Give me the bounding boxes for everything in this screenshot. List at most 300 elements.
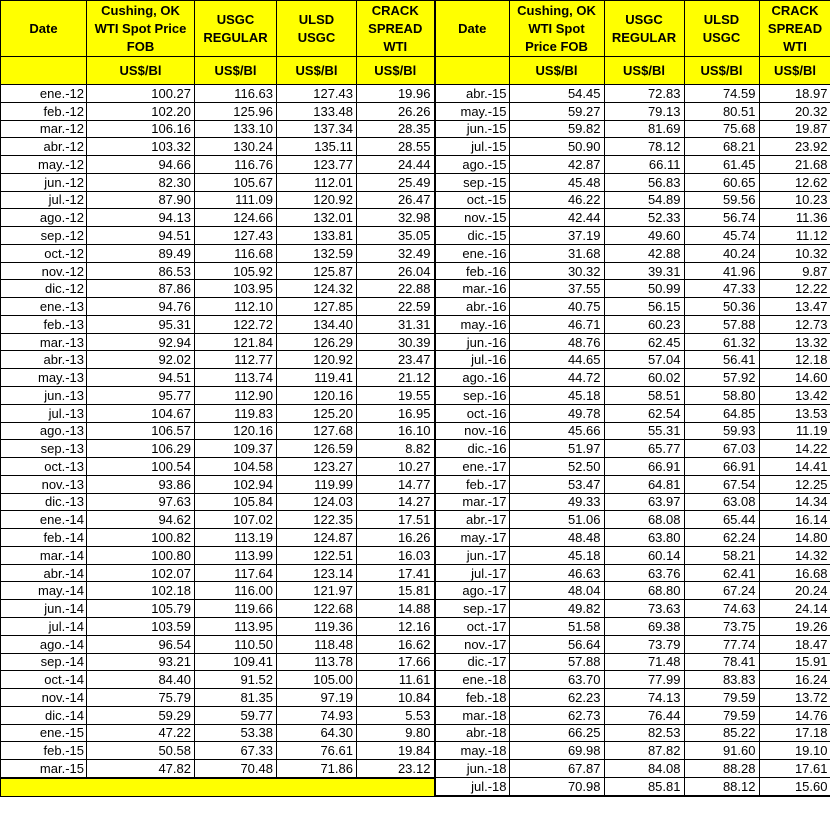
- ulsd-usgc-cell: 121.97: [277, 582, 357, 600]
- crack-spread-cell: 21.68: [759, 156, 830, 174]
- usgc-regular-cell: 105.67: [195, 173, 277, 191]
- date-cell: may.-14: [1, 582, 87, 600]
- ulsd-usgc-cell: 65.44: [684, 511, 759, 529]
- crack-spread-cell: 16.03: [357, 546, 435, 564]
- usgc-regular-cell: 105.84: [195, 493, 277, 511]
- wti-price-cell: 96.54: [87, 635, 195, 653]
- ulsd-usgc-cell: 119.36: [277, 617, 357, 635]
- date-cell: oct.-14: [1, 671, 87, 689]
- crack-spread-cell: 9.80: [357, 724, 435, 742]
- ulsd-usgc-cell: 62.41: [684, 564, 759, 582]
- date-cell: ago.-13: [1, 422, 87, 440]
- wti-price-cell: 86.53: [87, 262, 195, 280]
- table-row: [435, 244, 830, 262]
- usgc-regular-cell: 69.38: [604, 617, 684, 635]
- ulsd-usgc-cell: 74.93: [277, 706, 357, 724]
- wti-price-cell: 47.82: [87, 760, 195, 778]
- crack-spread-cell: 17.61: [759, 760, 830, 778]
- table-row: [1, 227, 435, 245]
- usgc-regular-cell: 116.00: [195, 582, 277, 600]
- crack-spread-cell: 11.61: [357, 671, 435, 689]
- table-row: [1, 564, 435, 582]
- wti-price-cell: 94.66: [87, 156, 195, 174]
- table-row: [435, 475, 830, 493]
- usgc-regular-cell: 125.96: [195, 102, 277, 120]
- date-cell: jul.-13: [1, 404, 87, 422]
- crack-spread-cell: 14.77: [357, 475, 435, 493]
- ulsd-usgc-cell: 67.03: [684, 440, 759, 458]
- table-row: [1, 387, 435, 405]
- header-crack-spread: CRACK SPREAD WTI: [357, 1, 435, 57]
- ulsd-usgc-cell: 74.63: [684, 600, 759, 618]
- table-row: [1, 138, 435, 156]
- usgc-regular-cell: 133.10: [195, 120, 277, 138]
- wti-price-cell: 100.27: [87, 85, 195, 103]
- date-cell: ene.-16: [435, 244, 509, 262]
- usgc-regular-cell: 122.72: [195, 315, 277, 333]
- table-row: [1, 209, 435, 227]
- crack-spread-cell: 16.62: [357, 635, 435, 653]
- wti-price-cell: 51.97: [509, 440, 604, 458]
- ulsd-usgc-cell: 50.36: [684, 298, 759, 316]
- date-cell: may.-16: [435, 315, 509, 333]
- table-row: [435, 422, 830, 440]
- crack-spread-cell: 20.32: [759, 102, 830, 120]
- date-cell: jul.-17: [435, 564, 509, 582]
- ulsd-usgc-cell: 79.59: [684, 689, 759, 707]
- usgc-regular-cell: 127.43: [195, 227, 277, 245]
- wti-price-cell: 106.16: [87, 120, 195, 138]
- ulsd-usgc-cell: 88.28: [684, 760, 759, 778]
- ulsd-usgc-cell: 118.48: [277, 635, 357, 653]
- ulsd-usgc-cell: 123.77: [277, 156, 357, 174]
- date-cell: jun.-14: [1, 600, 87, 618]
- table-row: [435, 600, 830, 618]
- wti-price-cell: 46.63: [509, 564, 604, 582]
- table-row: [435, 262, 830, 280]
- table-row: [435, 209, 830, 227]
- wti-price-cell: 42.44: [509, 209, 604, 227]
- wti-price-cell: 49.82: [509, 600, 604, 618]
- wti-price-cell: 45.66: [509, 422, 604, 440]
- usgc-regular-cell: 81.35: [195, 689, 277, 707]
- table-row: [1, 102, 435, 120]
- ulsd-usgc-cell: 61.32: [684, 333, 759, 351]
- table-row: [1, 404, 435, 422]
- unit-wti-price: US$/Bl: [87, 57, 195, 85]
- wti-price-cell: 59.29: [87, 706, 195, 724]
- wti-price-cell: 45.18: [509, 546, 604, 564]
- usgc-regular-cell: 112.77: [195, 351, 277, 369]
- usgc-regular-cell: 87.82: [604, 742, 684, 760]
- table-row: [435, 546, 830, 564]
- date-cell: may.-18: [435, 742, 509, 760]
- left-header-row: [1, 1, 435, 57]
- table-row: [1, 724, 435, 742]
- ulsd-usgc-cell: 122.35: [277, 511, 357, 529]
- ulsd-usgc-cell: 63.08: [684, 493, 759, 511]
- ulsd-usgc-cell: 67.24: [684, 582, 759, 600]
- ulsd-usgc-cell: 133.48: [277, 102, 357, 120]
- wti-price-cell: 45.18: [509, 387, 604, 405]
- date-cell: oct.-12: [1, 244, 87, 262]
- usgc-regular-cell: 77.99: [604, 671, 684, 689]
- usgc-regular-cell: 63.97: [604, 493, 684, 511]
- date-cell: sep.-15: [435, 173, 509, 191]
- usgc-regular-cell: 102.94: [195, 475, 277, 493]
- ulsd-usgc-cell: 47.33: [684, 280, 759, 298]
- crack-spread-cell: 21.12: [357, 369, 435, 387]
- usgc-regular-cell: 130.24: [195, 138, 277, 156]
- wti-price-cell: 89.49: [87, 244, 195, 262]
- date-cell: jun.-17: [435, 546, 509, 564]
- crack-spread-cell: 17.41: [357, 564, 435, 582]
- usgc-regular-cell: 60.14: [604, 546, 684, 564]
- date-cell: jun.-12: [1, 173, 87, 191]
- usgc-regular-cell: 76.44: [604, 706, 684, 724]
- wti-price-cell: 100.80: [87, 546, 195, 564]
- ulsd-usgc-cell: 119.41: [277, 369, 357, 387]
- table-row: [435, 617, 830, 635]
- crack-spread-cell: 18.47: [759, 635, 830, 653]
- ulsd-usgc-cell: 137.34: [277, 120, 357, 138]
- usgc-regular-cell: 50.99: [604, 280, 684, 298]
- date-cell: nov.-15: [435, 209, 509, 227]
- table-row: [435, 511, 830, 529]
- table-row: [1, 546, 435, 564]
- table-row: [1, 333, 435, 351]
- date-cell: mar.-18: [435, 706, 509, 724]
- wti-price-cell: 92.02: [87, 351, 195, 369]
- usgc-regular-cell: 109.41: [195, 653, 277, 671]
- wti-price-cell: 67.87: [509, 760, 604, 778]
- crack-spread-cell: 26.26: [357, 102, 435, 120]
- crack-spread-cell: 22.88: [357, 280, 435, 298]
- usgc-regular-cell: 55.31: [604, 422, 684, 440]
- usgc-regular-cell: 42.88: [604, 244, 684, 262]
- usgc-regular-cell: 113.95: [195, 617, 277, 635]
- wti-price-cell: 30.32: [509, 262, 604, 280]
- date-cell: abr.-12: [1, 138, 87, 156]
- ulsd-usgc-cell: 80.51: [684, 102, 759, 120]
- crack-spread-cell: 13.42: [759, 387, 830, 405]
- usgc-regular-cell: 68.80: [604, 582, 684, 600]
- date-cell: feb.-14: [1, 529, 87, 547]
- wti-price-cell: 54.45: [509, 85, 604, 103]
- ulsd-usgc-cell: 67.54: [684, 475, 759, 493]
- usgc-regular-cell: 58.51: [604, 387, 684, 405]
- ulsd-usgc-cell: 40.24: [684, 244, 759, 262]
- date-cell: oct.-17: [435, 617, 509, 635]
- crack-spread-cell: 14.80: [759, 529, 830, 547]
- wti-price-cell: 92.94: [87, 333, 195, 351]
- ulsd-usgc-cell: 85.22: [684, 724, 759, 742]
- crack-spread-cell: 15.91: [759, 653, 830, 671]
- table-row: [1, 475, 435, 493]
- table-row: [1, 440, 435, 458]
- date-cell: abr.-18: [435, 724, 509, 742]
- crack-spread-cell: 13.53: [759, 404, 830, 422]
- ulsd-usgc-cell: 127.85: [277, 298, 357, 316]
- usgc-regular-cell: 62.54: [604, 404, 684, 422]
- usgc-regular-cell: 107.02: [195, 511, 277, 529]
- date-cell: jun.-13: [1, 387, 87, 405]
- ulsd-usgc-cell: 60.65: [684, 173, 759, 191]
- header-wti-price: Cushing, OK WTI Spot Price FOB: [87, 1, 195, 57]
- date-cell: feb.-17: [435, 475, 509, 493]
- wti-price-cell: 63.70: [509, 671, 604, 689]
- ulsd-usgc-cell: 125.20: [277, 404, 357, 422]
- table-row: [435, 333, 830, 351]
- wti-price-cell: 94.51: [87, 227, 195, 245]
- usgc-regular-cell: 65.77: [604, 440, 684, 458]
- usgc-regular-cell: 105.92: [195, 262, 277, 280]
- usgc-regular-cell: 104.58: [195, 458, 277, 476]
- usgc-regular-cell: 84.08: [604, 760, 684, 778]
- ulsd-usgc-cell: 61.45: [684, 156, 759, 174]
- usgc-regular-cell: 121.84: [195, 333, 277, 351]
- usgc-regular-cell: 57.04: [604, 351, 684, 369]
- wti-price-cell: 94.76: [87, 298, 195, 316]
- wti-price-cell: 95.31: [87, 315, 195, 333]
- usgc-regular-cell: 62.45: [604, 333, 684, 351]
- date-cell: ene.-15: [1, 724, 87, 742]
- wti-price-cell: 46.22: [509, 191, 604, 209]
- date-cell: feb.-16: [435, 262, 509, 280]
- date-cell: jul.-12: [1, 191, 87, 209]
- date-cell: dic.-14: [1, 706, 87, 724]
- table-row: [1, 298, 435, 316]
- wti-price-cell: 59.82: [509, 120, 604, 138]
- ulsd-usgc-cell: 64.85: [684, 404, 759, 422]
- table-row: [1, 529, 435, 547]
- date-cell: oct.-16: [435, 404, 509, 422]
- ulsd-usgc-cell: 132.59: [277, 244, 357, 262]
- date-cell: ene.-17: [435, 458, 509, 476]
- date-cell: jun.-18: [435, 760, 509, 778]
- date-cell: oct.-15: [435, 191, 509, 209]
- ulsd-usgc-cell: 120.92: [277, 351, 357, 369]
- wti-price-cell: 56.64: [509, 635, 604, 653]
- right-unit-row: [435, 57, 830, 85]
- table-row: [435, 138, 830, 156]
- crack-spread-cell: 10.23: [759, 191, 830, 209]
- usgc-regular-cell: 73.79: [604, 635, 684, 653]
- table-row: [435, 315, 830, 333]
- usgc-regular-cell: 49.60: [604, 227, 684, 245]
- date-cell: feb.-18: [435, 689, 509, 707]
- crack-spread-cell: 5.53: [357, 706, 435, 724]
- usgc-regular-cell: 91.52: [195, 671, 277, 689]
- usgc-regular-cell: 110.50: [195, 635, 277, 653]
- crack-spread-cell: 12.16: [357, 617, 435, 635]
- usgc-regular-cell: 72.83: [604, 85, 684, 103]
- date-cell: ago.-12: [1, 209, 87, 227]
- date-cell: ene.-18: [435, 671, 509, 689]
- table-row: [435, 635, 830, 653]
- table-row: [435, 564, 830, 582]
- date-cell: may.-12: [1, 156, 87, 174]
- date-cell: jun.-16: [435, 333, 509, 351]
- date-cell: dic.-15: [435, 227, 509, 245]
- crack-spread-cell: 24.44: [357, 156, 435, 174]
- ulsd-usgc-cell: 127.68: [277, 422, 357, 440]
- table-row: [435, 298, 830, 316]
- ulsd-usgc-cell: 68.21: [684, 138, 759, 156]
- ulsd-usgc-cell: 75.68: [684, 120, 759, 138]
- date-cell: sep.-17: [435, 600, 509, 618]
- usgc-regular-cell: 52.33: [604, 209, 684, 227]
- table-row: [435, 227, 830, 245]
- wti-price-cell: 51.06: [509, 511, 604, 529]
- ulsd-usgc-cell: 123.14: [277, 564, 357, 582]
- usgc-regular-cell: 66.91: [604, 458, 684, 476]
- crack-spread-cell: 25.49: [357, 173, 435, 191]
- wti-price-cell: 94.13: [87, 209, 195, 227]
- ulsd-usgc-cell: 78.41: [684, 653, 759, 671]
- header-wti-price: Cushing, OK WTI Spot Price FOB: [509, 1, 604, 57]
- wti-price-cell: 103.59: [87, 617, 195, 635]
- date-cell: jun.-15: [435, 120, 509, 138]
- table-row: [1, 635, 435, 653]
- header-ulsd-usgc: ULSD USGC: [684, 1, 759, 57]
- crack-spread-cell: 23.12: [357, 760, 435, 778]
- wti-price-cell: 46.71: [509, 315, 604, 333]
- ulsd-usgc-cell: 41.96: [684, 262, 759, 280]
- date-cell: abr.-15: [435, 85, 509, 103]
- ulsd-usgc-cell: 59.93: [684, 422, 759, 440]
- date-cell: mar.-17: [435, 493, 509, 511]
- wti-price-cell: 59.27: [509, 102, 604, 120]
- usgc-regular-cell: 56.83: [604, 173, 684, 191]
- crack-spread-cell: 22.59: [357, 298, 435, 316]
- wti-price-cell: 102.07: [87, 564, 195, 582]
- usgc-regular-cell: 113.74: [195, 369, 277, 387]
- wti-price-cell: 95.77: [87, 387, 195, 405]
- wti-price-cell: 49.33: [509, 493, 604, 511]
- ulsd-usgc-cell: 76.61: [277, 742, 357, 760]
- date-cell: nov.-16: [435, 422, 509, 440]
- table-row: [1, 742, 435, 760]
- crack-spread-cell: 13.32: [759, 333, 830, 351]
- ulsd-usgc-cell: 134.40: [277, 315, 357, 333]
- unit-date: [1, 57, 87, 85]
- ulsd-usgc-cell: 132.01: [277, 209, 357, 227]
- wti-price-cell: 48.76: [509, 333, 604, 351]
- crack-spread-cell: 9.87: [759, 262, 830, 280]
- date-cell: abr.-13: [1, 351, 87, 369]
- usgc-regular-cell: 116.76: [195, 156, 277, 174]
- date-cell: feb.-12: [1, 102, 87, 120]
- usgc-regular-cell: 39.31: [604, 262, 684, 280]
- ulsd-usgc-cell: 83.83: [684, 671, 759, 689]
- left-table-body: [1, 85, 435, 797]
- date-cell: abr.-14: [1, 564, 87, 582]
- wti-price-cell: 31.68: [509, 244, 604, 262]
- wti-price-cell: 106.29: [87, 440, 195, 458]
- usgc-regular-cell: 113.19: [195, 529, 277, 547]
- ulsd-usgc-cell: 122.51: [277, 546, 357, 564]
- crack-spread-cell: 16.26: [357, 529, 435, 547]
- ulsd-usgc-cell: 56.74: [684, 209, 759, 227]
- table-row: [1, 600, 435, 618]
- wti-price-cell: 93.86: [87, 475, 195, 493]
- wti-price-cell: 51.58: [509, 617, 604, 635]
- ulsd-usgc-cell: 105.00: [277, 671, 357, 689]
- ulsd-usgc-cell: 59.56: [684, 191, 759, 209]
- ulsd-usgc-cell: 124.87: [277, 529, 357, 547]
- table-row: [1, 422, 435, 440]
- ulsd-usgc-cell: 57.88: [684, 315, 759, 333]
- wti-price-cell: 100.54: [87, 458, 195, 476]
- usgc-regular-cell: 78.12: [604, 138, 684, 156]
- crack-spread-cell: 26.47: [357, 191, 435, 209]
- table-row: [1, 671, 435, 689]
- wti-price-cell: 47.22: [87, 724, 195, 742]
- table-row: [1, 458, 435, 476]
- table-row: [435, 102, 830, 120]
- table-row: [435, 369, 830, 387]
- usgc-regular-cell: 111.09: [195, 191, 277, 209]
- usgc-regular-cell: 119.66: [195, 600, 277, 618]
- crack-spread-cell: 24.14: [759, 600, 830, 618]
- ulsd-usgc-cell: 127.43: [277, 85, 357, 103]
- date-cell: ago.-15: [435, 156, 509, 174]
- wti-price-cell: 50.90: [509, 138, 604, 156]
- ulsd-usgc-cell: 71.86: [277, 760, 357, 778]
- crack-spread-cell: 26.04: [357, 262, 435, 280]
- date-cell: sep.-14: [1, 653, 87, 671]
- date-cell: ago.-17: [435, 582, 509, 600]
- date-cell: sep.-13: [1, 440, 87, 458]
- table-row: [435, 582, 830, 600]
- unit-usgc-regular: US$/Bl: [195, 57, 277, 85]
- usgc-regular-cell: 124.66: [195, 209, 277, 227]
- crack-spread-cell: 10.84: [357, 689, 435, 707]
- header-ulsd-usgc: ULSD USGC: [277, 1, 357, 57]
- table-row: [1, 493, 435, 511]
- ulsd-usgc-cell: 120.16: [277, 387, 357, 405]
- crack-spread-cell: 17.18: [759, 724, 830, 742]
- crack-spread-cell: 11.36: [759, 209, 830, 227]
- ulsd-usgc-cell: 77.74: [684, 635, 759, 653]
- crack-spread-cell: 14.41: [759, 458, 830, 476]
- ulsd-usgc-cell: 88.12: [684, 777, 759, 795]
- date-cell: mar.-14: [1, 546, 87, 564]
- table-row: [435, 742, 830, 760]
- ulsd-usgc-cell: 125.87: [277, 262, 357, 280]
- date-cell: abr.-17: [435, 511, 509, 529]
- table-row: [1, 369, 435, 387]
- ulsd-usgc-cell: 66.91: [684, 458, 759, 476]
- table-row: [1, 85, 435, 103]
- ulsd-usgc-cell: 122.68: [277, 600, 357, 618]
- wti-price-cell: 48.04: [509, 582, 604, 600]
- crack-spread-cell: 19.55: [357, 387, 435, 405]
- ulsd-usgc-cell: 56.41: [684, 351, 759, 369]
- usgc-regular-cell: 68.08: [604, 511, 684, 529]
- wti-price-cell: 52.50: [509, 458, 604, 476]
- header-crack-spread: CRACK SPREAD WTI: [759, 1, 830, 57]
- ulsd-usgc-cell: 124.32: [277, 280, 357, 298]
- wti-price-cell: 50.58: [87, 742, 195, 760]
- table-row: [435, 156, 830, 174]
- table-row: [435, 280, 830, 298]
- wti-price-cell: 70.98: [509, 777, 604, 795]
- wti-price-cell: 48.48: [509, 529, 604, 547]
- date-cell: ago.-14: [1, 635, 87, 653]
- usgc-regular-cell: 67.33: [195, 742, 277, 760]
